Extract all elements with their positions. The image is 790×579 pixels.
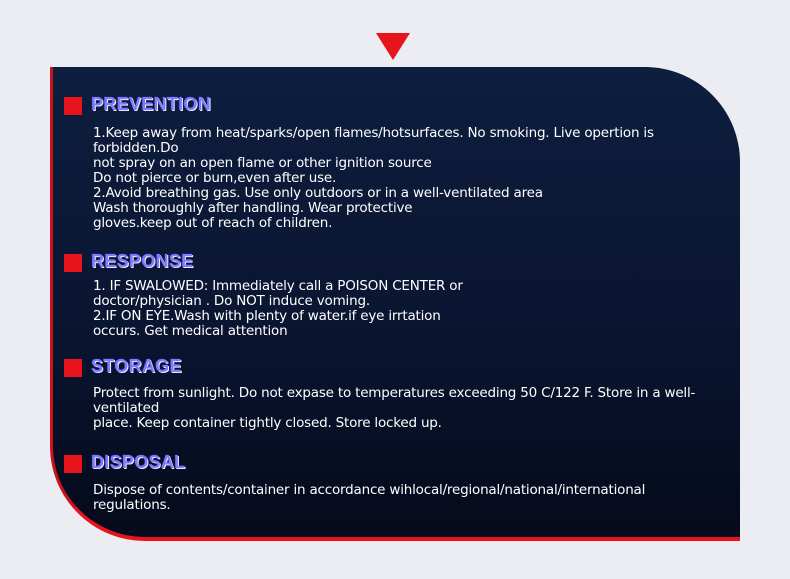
red-square-icon [64, 254, 82, 272]
text-line: 2.Avoid breathing gas. Use only outdoors or in a well-ventilated area [93, 185, 543, 201]
section-heading: STORAGE [91, 356, 182, 376]
text-line: 1. IF SWALOWED: Immediately call a POISON CENTER or [93, 278, 463, 294]
section-heading: DISPOSAL [91, 452, 186, 472]
section-body [93, 386, 723, 431]
text-line: not spray on an open flame or other ignition source [93, 155, 432, 171]
text-line: doctor/physician . Do NOT induce voming. [93, 293, 370, 309]
safety-info-card [50, 67, 740, 541]
text-line: Dispose of contents/container in accordance wihlocal/regional/national/international regulations. [93, 482, 646, 513]
red-square-icon [64, 455, 82, 473]
text-line: 1.Keep away from heat/sparks/open flames/hotsurfaces. No smoking. Live opertion is forbidden.Do [93, 125, 654, 156]
text-line: place. Keep container tightly closed. Store locked up. [93, 415, 442, 431]
red-square-icon [64, 97, 82, 115]
text-line: gloves.keep out of reach of children. [93, 215, 333, 231]
section-body [93, 483, 723, 513]
text-line: Do not pierce or burn,even after use. [93, 170, 337, 186]
red-square-icon [64, 359, 82, 377]
down-arrow-icon [376, 33, 410, 60]
text-line: Wash thoroughly after handling. Wear protective [93, 200, 413, 216]
section-body [93, 126, 723, 231]
text-line: occurs. Get medical attention [93, 323, 288, 339]
section-heading: RESPONSE [91, 251, 194, 271]
text-line: 2.IF ON EYE.Wash with plenty of water.if eye irrtation [93, 308, 441, 324]
section-body [93, 279, 723, 339]
section-heading: PREVENTION [91, 94, 212, 114]
text-line: Protect from sunlight. Do not expase to temperatures exceeding 50 C/122 F. Store in a well-ventilated [93, 385, 696, 416]
